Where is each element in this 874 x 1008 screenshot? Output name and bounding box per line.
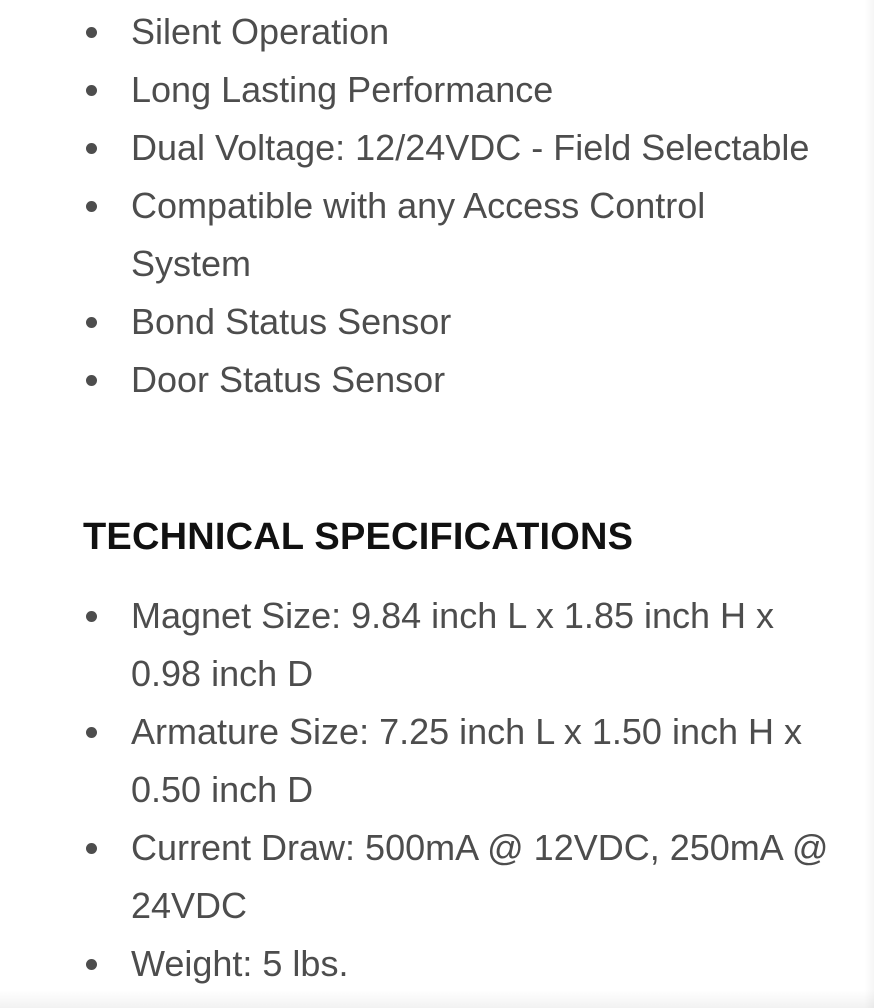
- feature-item-text: Bond Status Sensor: [131, 301, 452, 342]
- list-item: [0, 703, 874, 819]
- list-item: [0, 177, 874, 293]
- feature-item-text: Compatible with any Access Control System: [131, 185, 706, 284]
- list-item: [0, 935, 874, 993]
- bullet-icon: [86, 843, 97, 854]
- spec-item-text: Magnet Size: 9.84 inch L x 1.85 inch H x 0.98 inch D: [131, 595, 775, 694]
- bullet-icon: [86, 143, 97, 154]
- spec-item-text: Armature Size: 7.25 inch L x 1.50 inch H x 0.50 inch D: [131, 711, 802, 810]
- bullet-icon: [86, 27, 97, 38]
- features-list: [0, 3, 874, 409]
- list-item: [0, 119, 874, 177]
- list-item: [0, 351, 874, 409]
- bullet-icon: [86, 85, 97, 96]
- list-item: [0, 587, 874, 703]
- list-item: [0, 293, 874, 351]
- bullet-icon: [86, 317, 97, 328]
- feature-item-text: Door Status Sensor: [131, 359, 446, 400]
- edge-shadow: [864, 0, 874, 1008]
- feature-item-text: Long Lasting Performance: [131, 69, 554, 110]
- bullet-icon: [86, 727, 97, 738]
- spec-item-text: Weight: 5 lbs.: [131, 943, 349, 984]
- feature-item-text: Silent Operation: [131, 11, 390, 52]
- spec-item-text: Current Draw: 500mA @ 12VDC, 250mA @ 24VDC: [131, 827, 829, 926]
- bullet-icon: [86, 959, 97, 970]
- technical-specifications-heading: TECHNICAL SPECIFICATIONS: [83, 516, 634, 558]
- bullet-icon: [86, 201, 97, 212]
- technical-specifications-list: [0, 587, 874, 993]
- bottom-shadow: [0, 990, 874, 1008]
- bullet-icon: [86, 375, 97, 386]
- list-item: [0, 819, 874, 935]
- bullet-icon: [86, 611, 97, 622]
- list-item: [0, 61, 874, 119]
- list-item: [0, 3, 874, 61]
- feature-item-text: Dual Voltage: 12/24VDC - Field Selectable: [131, 127, 810, 168]
